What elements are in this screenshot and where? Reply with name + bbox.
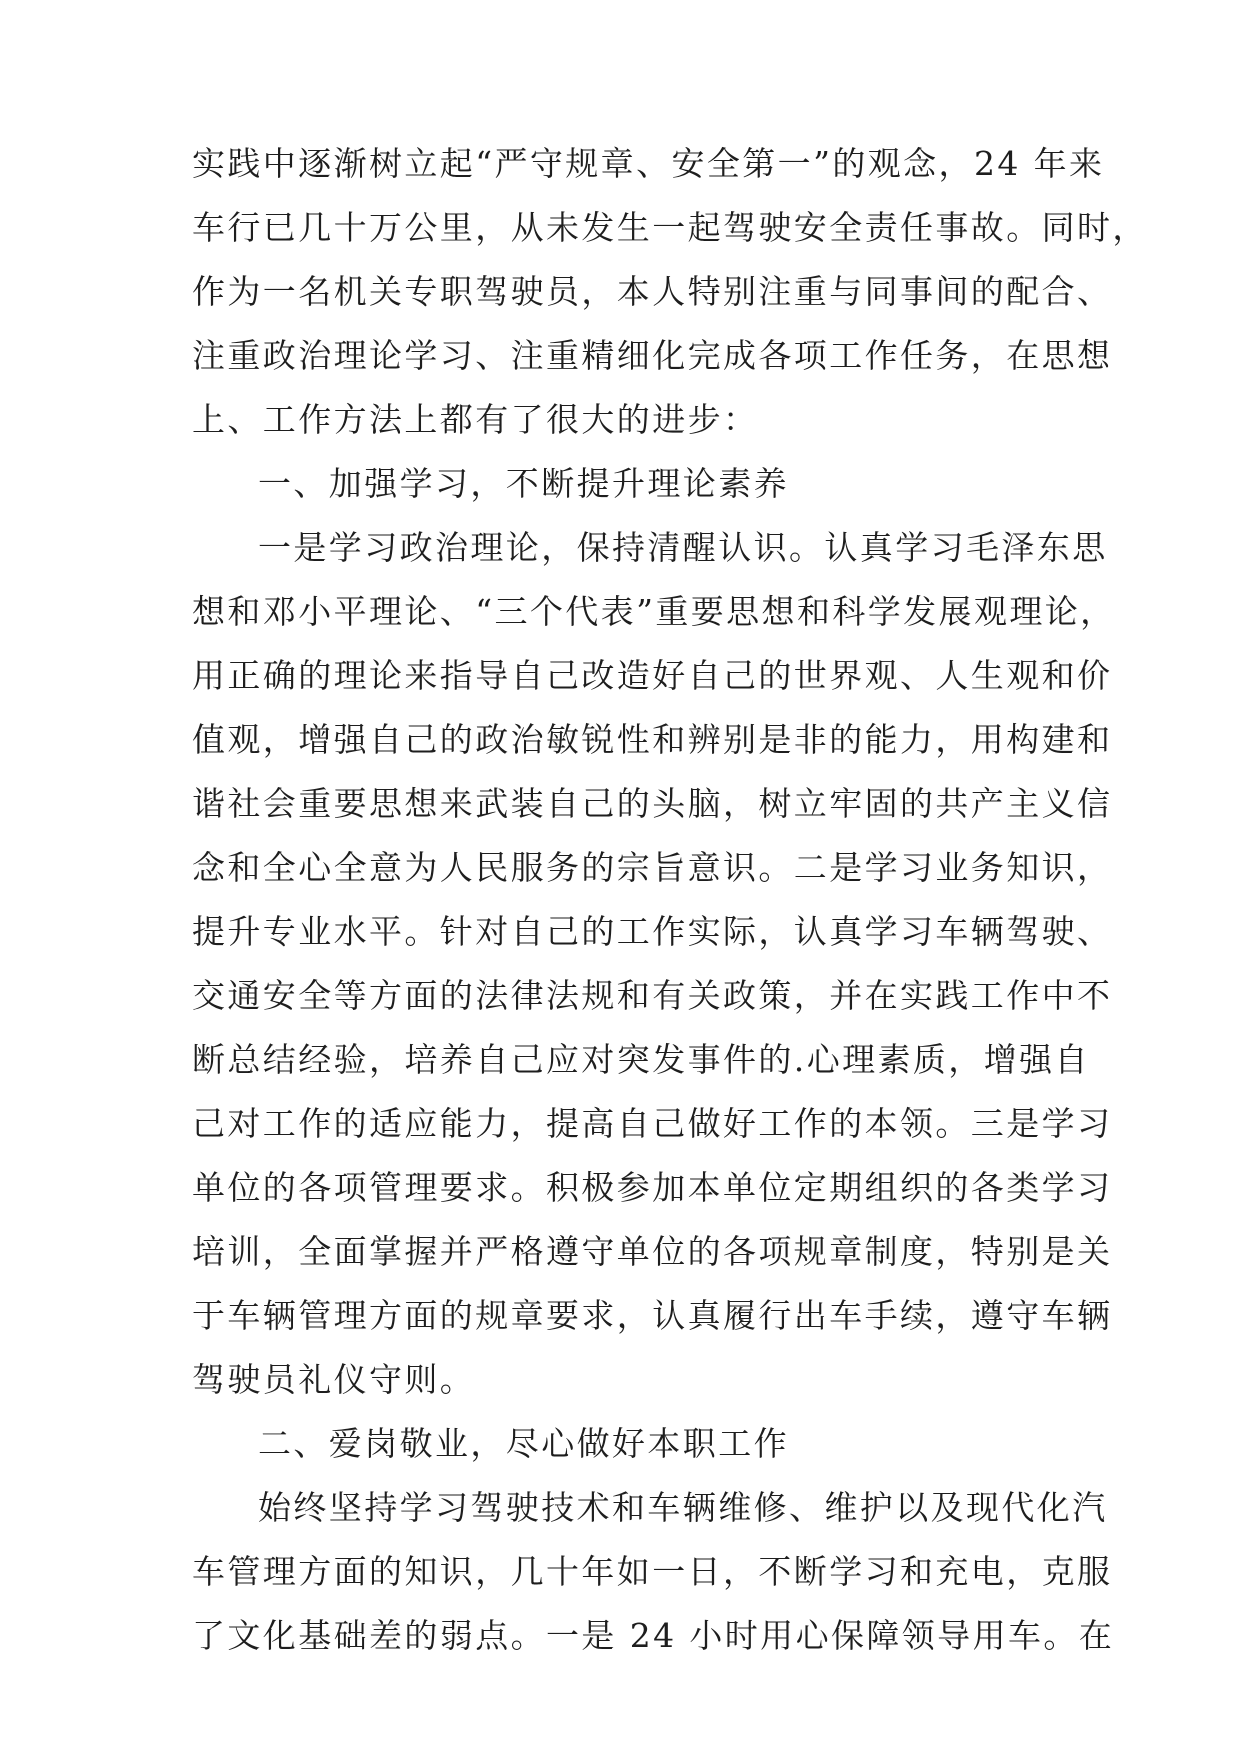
text-line: 车行已几十万公里，从未发生一起驾驶安全责任事故。同时， <box>192 208 1148 247</box>
text-line: 用正确的理论来指导自己改造好自己的世界观、人生观和价 <box>192 656 1113 695</box>
text-line: 单位的各项管理要求。积极参加本单位定期组织的各类学习 <box>192 1168 1113 1207</box>
text-line: 注重政治理论学习、注重精细化完成各项工作任务，在思想 <box>192 336 1113 375</box>
text-line: 于车辆管理方面的规章要求，认真履行出车手续，遵守车辆 <box>192 1296 1113 1335</box>
text-line: 车管理方面的知识，几十年如一日，不断学习和充电，克服 <box>192 1552 1113 1591</box>
text-line: 想和邓小平理论、“三个代表”重要思想和科学发展观理论， <box>192 592 1116 631</box>
text-line: 提升专业水平。针对自己的工作实际，认真学习车辆驾驶、 <box>192 912 1113 951</box>
text-line: 己对工作的适应能力，提高自己做好工作的本领。三是学习 <box>192 1104 1113 1143</box>
text-line: 实践中逐渐树立起“严守规章、安全第一”的观念，24 年来 <box>192 144 1105 183</box>
paragraph-start: 始终坚持学习驾驶技术和车辆维修、维护以及现代化汽 <box>258 1488 1108 1527</box>
text-line: 驾驶员礼仪守则。 <box>192 1360 476 1399</box>
text-line: 了文化基础差的弱点。一是 24 小时用心保障领导用车。在 <box>192 1616 1115 1655</box>
text-line: 交通安全等方面的法律法规和有关政策，并在实践工作中不 <box>192 976 1113 1015</box>
text-line: 上、工作方法上都有了很大的进步： <box>192 400 759 439</box>
text-line: 念和全心全意为人民服务的宗旨意识。二是学习业务知识， <box>192 848 1113 887</box>
section-heading: 一、加强学习，不断提升理论素养 <box>258 464 789 503</box>
text-line: 培训，全面掌握并严格遵守单位的各项规章制度，特别是关 <box>192 1232 1113 1271</box>
text-line: 谐社会重要思想来武装自己的头脑，树立牢固的共产主义信 <box>192 784 1113 823</box>
text-line: 作为一名机关专职驾驶员，本人特别注重与同事间的配合、 <box>192 272 1113 311</box>
paragraph-start: 一是学习政治理论，保持清醒认识。认真学习毛泽东思 <box>258 528 1108 567</box>
text-line: 断总结经验，培养自己应对突发事件的.心理素质，增强自 <box>192 1040 1090 1079</box>
text-line: 值观，增强自己的政治敏锐性和辨别是非的能力，用构建和 <box>192 720 1113 759</box>
section-heading: 二、爱岗敬业，尽心做好本职工作 <box>258 1424 789 1463</box>
